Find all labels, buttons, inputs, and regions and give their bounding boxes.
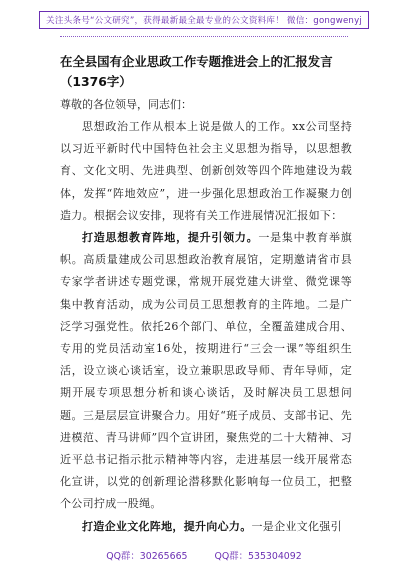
footer-contacts (0, 548, 408, 562)
footer-qq-group-1: QQ群：30265665 (106, 551, 188, 562)
section-1-body: 一是集中教育举旗帜。高质量建成公司思想政治教育展馆，定期邀请省市县专家学者讲述专题党课，常规开展党建大讲堂、微党课等集中教育活动，成为公司员工思想教育的主阵地。二是广泛学习强党性。依托26个部门、单位，全覆盖建成合用、专用的党员活动室16处，按期进行“三会一课”等组织生活，设立谈心谈话室，设立兼职思政导师、青年导师，定期开展专项思想分析和谈心谈话，及时解决员工思想问题。三是层层宣讲聚合力。用好“班子成员、支部书记、先进模范、青马讲师”四个宣讲团，聚焦党的二十大精神、习近平总书记指示批示精神等内容，走进基层一线开展常态化宣讲，以党的创新理论潜移默化影响每一位员工，把整个公司拧成一股绳。 (60, 231, 353, 511)
greeting-line: 尊敬的各位领导，同志们： (60, 98, 192, 111)
section-1-paragraph (60, 227, 352, 516)
footer-qq-group-2: QQ群：535304092 (214, 551, 302, 562)
section-1-heading: 打造思想教育阵地，提升引领力。 (82, 231, 259, 245)
header-banner (0, 8, 408, 29)
banner-text: 关注头条号“公文研究”，获得最新最全最专业的公文资料库！ 微信：gongwenyj (39, 11, 369, 29)
document-title: 在全县国有企业思政工作专题推进会上的汇报发言（1376字） (60, 54, 333, 89)
header-divider (60, 36, 348, 37)
section-2-heading: 打造企业文化阵地，提升向心力。 (82, 519, 252, 533)
intro-paragraph: 思想政治工作从根本上说是做人的工作。xx公司坚持以习近平新时代中国特色社会主义思想为指导，以思想教育、文化文明、先进典型、创新创效等四个阵地建设为载体，发挥“阵地效应”，进一步强化思想政治工作凝聚力创造力。根据会议安排，现将有关工作进展情况汇报如下： (60, 120, 352, 222)
section-2-body: 一是企业文化强引 (251, 519, 342, 533)
section-2-paragraph (60, 516, 352, 538)
document-body (60, 52, 352, 538)
